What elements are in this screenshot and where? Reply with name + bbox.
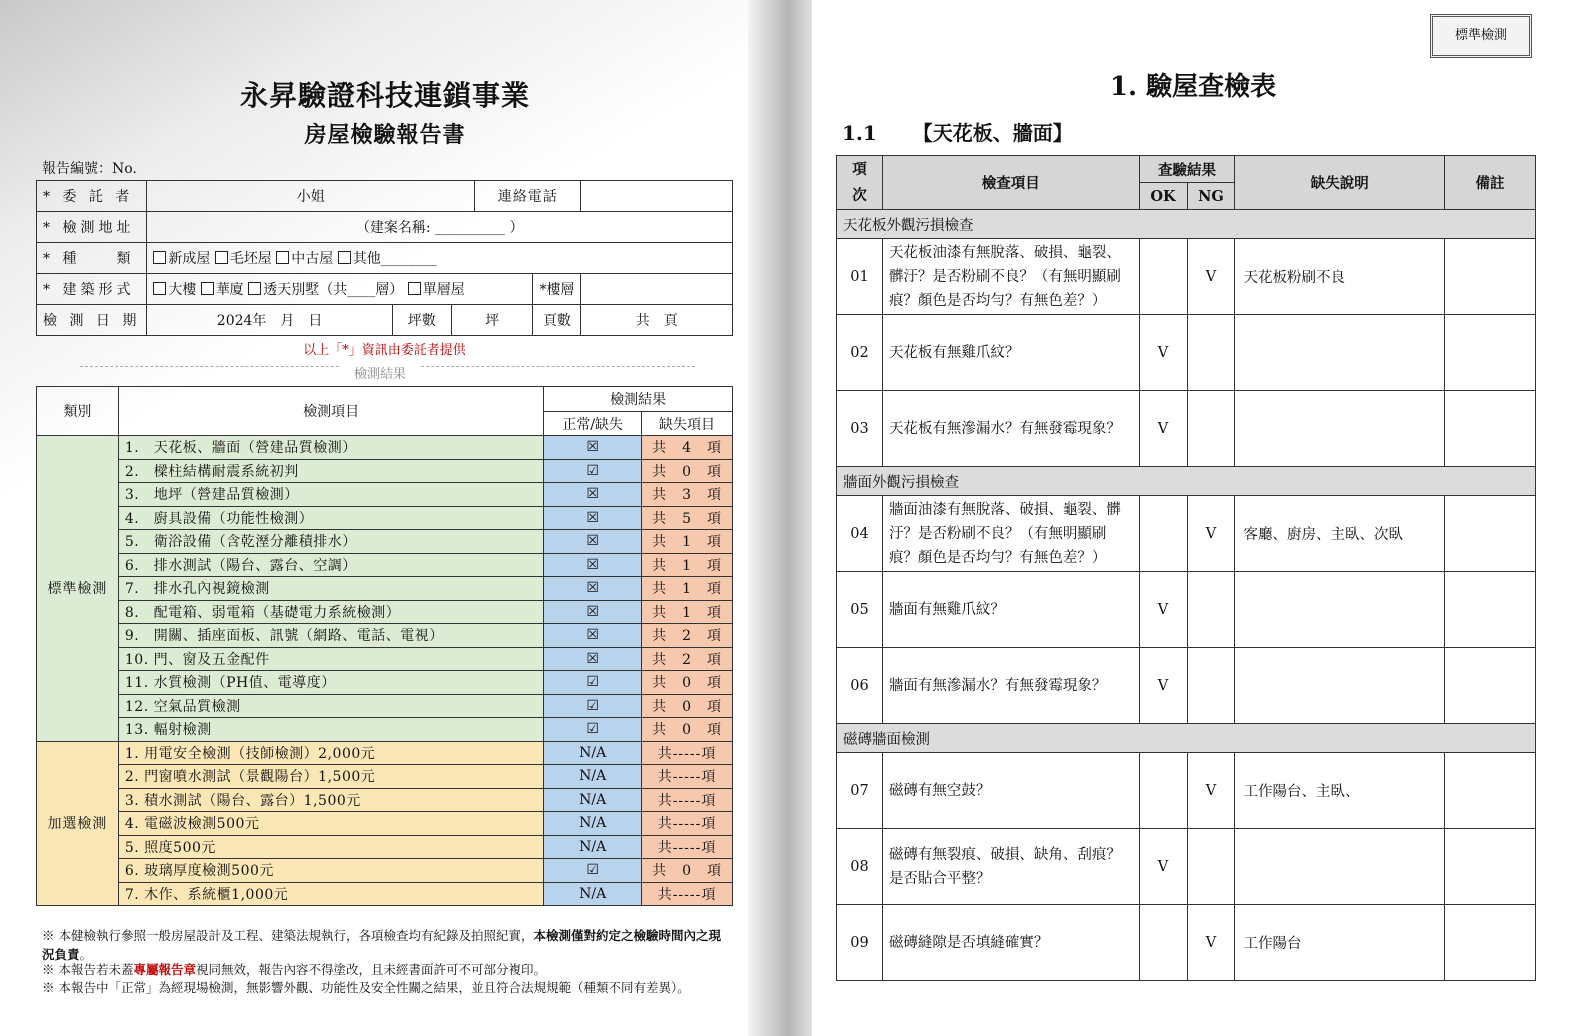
inspection-item: 8. 配電箱、弱電箱（基礎電力系統檢測） xyxy=(118,600,543,624)
address-value: （建案名稱: __________ ） xyxy=(147,212,733,243)
build-option-mansion: 華廈 xyxy=(215,282,244,298)
defect-description xyxy=(1235,829,1445,905)
row-number: 09 xyxy=(837,905,883,981)
type-options xyxy=(147,243,733,274)
checkbox-villa xyxy=(248,282,261,295)
floor-label: *樓層 xyxy=(533,274,581,305)
result-row xyxy=(37,600,733,624)
inspection-item: 1. 用電安全檢測（技師檢測）2,000元 xyxy=(118,741,543,765)
result-row xyxy=(37,483,733,507)
provided-note: 以上「*」資訊由委託者提供 xyxy=(303,343,466,358)
row-number: 06 xyxy=(837,648,883,724)
address-label: * 檢測地址 xyxy=(37,212,147,243)
header-ng: NG xyxy=(1187,183,1235,210)
check-question: 牆面油漆有無脫落、破損、龜裂、髒汙？是否粉刷不良？（有無明顯刷痕？顏色是否均勻？有無色差？） xyxy=(882,496,1139,572)
section-heading xyxy=(842,117,1073,146)
checklist-row xyxy=(837,572,1536,648)
check-question: 磁磚有無裂痕、破損、缺角、刮痕？是否貼合平整？ xyxy=(882,829,1139,905)
inspection-item: 10. 門、窗及五金配件 xyxy=(118,647,543,671)
checklist-row xyxy=(837,315,1536,391)
check-question: 牆面有無雞爪紋？ xyxy=(882,572,1139,648)
checkbox-mansion xyxy=(201,282,214,295)
note-2: ※ 本報告若未蓋專屬報告章視同無效，報告內容不得塗改，且未經書面許可不可部分複印。 xyxy=(42,962,547,977)
inspection-item: 13. 輻射檢測 xyxy=(118,718,543,742)
results-table xyxy=(36,386,733,906)
ping-label: 坪數 xyxy=(392,305,451,336)
type-option-shell: 毛坯屋 xyxy=(229,251,272,267)
checklist-row xyxy=(837,496,1536,572)
inspection-item: 3. 積水測試（陽台、露台）1,500元 xyxy=(118,788,543,812)
header-result: 檢測結果 xyxy=(544,387,733,412)
defect-description xyxy=(1235,572,1445,648)
ng-mark xyxy=(1187,648,1235,724)
defect-count: 共-----項 xyxy=(642,835,733,859)
defect-count: 共 2 項 xyxy=(642,624,733,648)
ng-mark xyxy=(1187,315,1235,391)
checklist-row xyxy=(837,391,1536,467)
category-standard: 標準檢測 xyxy=(37,436,119,742)
status-mark: ☒ xyxy=(544,553,642,577)
header-defects: 缺失項目 xyxy=(642,412,733,436)
status-mark: N/A xyxy=(544,882,642,906)
defect-description: 工作陽台、主臥、 xyxy=(1235,753,1445,829)
checkbox-used xyxy=(276,251,289,264)
result-row xyxy=(37,765,733,789)
client-label: * 委 託 者 xyxy=(37,181,147,212)
defect-count: 共 4 項 xyxy=(642,436,733,460)
inspection-item: 6. 排水測試（陽台、露台、空調） xyxy=(118,553,543,577)
ng-mark: V xyxy=(1187,496,1235,572)
build-options xyxy=(147,274,533,305)
ng-mark xyxy=(1187,829,1235,905)
type-option-new: 新成屋 xyxy=(168,251,211,267)
group-row xyxy=(837,467,1536,496)
ng-mark xyxy=(1187,391,1235,467)
row-number: 02 xyxy=(837,315,883,391)
note-3: ※ 本報告中「正常」為經現場檢測，無影響外觀、功能性及安全性關之結果，並且符合法規規範（種類不同有差異）。 xyxy=(42,980,690,995)
ok-mark: V xyxy=(1139,315,1187,391)
status-mark: ☒ xyxy=(544,483,642,507)
status-mark: ☒ xyxy=(544,624,642,648)
checklist-row xyxy=(837,648,1536,724)
checklist-row xyxy=(837,829,1536,905)
right-page xyxy=(812,0,1574,1036)
defect-description xyxy=(1235,391,1445,467)
remark-cell xyxy=(1445,753,1536,829)
client-info-table xyxy=(36,180,733,336)
inspection-item: 5. 照度500元 xyxy=(118,835,543,859)
header-status: 正常/缺失 xyxy=(544,412,642,436)
status-mark: ☒ xyxy=(544,436,642,460)
defect-count: 共 0 項 xyxy=(642,671,733,695)
inspection-item: 2. 門窗噴水測試（景觀陽台）1,500元 xyxy=(118,765,543,789)
remark-cell xyxy=(1445,239,1536,315)
result-row xyxy=(37,788,733,812)
section-number: 1.1 xyxy=(842,121,877,145)
group-name: 天花板外觀污損檢查 xyxy=(837,210,1536,239)
result-row xyxy=(37,835,733,859)
result-row xyxy=(37,882,733,906)
optional-section xyxy=(37,741,733,906)
status-mark: ☑ xyxy=(544,694,642,718)
status-mark: ☑ xyxy=(544,718,642,742)
ok-mark xyxy=(1139,496,1187,572)
header-category: 類別 xyxy=(37,387,119,436)
ng-mark: V xyxy=(1187,753,1235,829)
ok-mark xyxy=(1139,753,1187,829)
type-option-used: 中古屋 xyxy=(291,251,334,267)
result-row xyxy=(37,812,733,836)
phone-label: 連絡電話 xyxy=(475,181,581,212)
row-number: 03 xyxy=(837,391,883,467)
remark-cell xyxy=(1445,315,1536,391)
remark-cell xyxy=(1445,391,1536,467)
group-row xyxy=(837,724,1536,753)
result-row xyxy=(37,530,733,554)
checkbox-tower xyxy=(153,282,166,295)
inspection-item: 7. 木作、系統櫃1,000元 xyxy=(118,882,543,906)
ok-mark: V xyxy=(1139,829,1187,905)
header-inspection-result: 查驗結果 xyxy=(1139,156,1235,183)
check-question: 天花板油漆有無脫落、破損、龜裂、髒汙？是否粉刷不良？（有無明顯刷痕？顏色是否均勻？有無色差？） xyxy=(882,239,1139,315)
client-value: 小姐 xyxy=(147,181,475,212)
date-value: 2024年 月 日 xyxy=(147,305,393,336)
pages-label: 頁數 xyxy=(533,305,581,336)
check-question: 磁磚縫隙是否填縫確實？ xyxy=(882,905,1139,981)
header-check-item: 檢查項目 xyxy=(882,156,1139,210)
defect-count: 共-----項 xyxy=(642,882,733,906)
defect-count: 共 0 項 xyxy=(642,459,733,483)
defect-count: 共 1 項 xyxy=(642,530,733,554)
checklist-table xyxy=(836,155,1536,981)
ok-mark: V xyxy=(1139,391,1187,467)
result-row xyxy=(37,647,733,671)
build-label: * 建築形式 xyxy=(37,274,147,305)
defect-count: 共 0 項 xyxy=(642,718,733,742)
remark-cell xyxy=(1445,572,1536,648)
defect-description: 天花板粉刷不良 xyxy=(1235,239,1445,315)
date-label: 檢 測 日 期 xyxy=(37,305,147,336)
check-question: 磁磚有無空鼓？ xyxy=(882,753,1139,829)
ok-mark xyxy=(1139,905,1187,981)
result-row xyxy=(37,718,733,742)
defect-count: 共 3 項 xyxy=(642,483,733,507)
result-row xyxy=(37,624,733,648)
checklist-row xyxy=(837,239,1536,315)
result-row xyxy=(37,459,733,483)
type-option-other: 其他________ xyxy=(352,251,437,267)
remark-cell xyxy=(1445,905,1536,981)
result-row xyxy=(37,671,733,695)
remark-cell xyxy=(1445,496,1536,572)
result-row xyxy=(37,577,733,601)
ng-mark: V xyxy=(1187,905,1235,981)
build-option-villa: 透天別墅（共____層） xyxy=(263,282,404,298)
report-number-label: 報告編號：No. xyxy=(42,161,137,177)
pages-value: 共 頁 xyxy=(581,305,733,336)
status-mark: ☒ xyxy=(544,530,642,554)
result-row xyxy=(37,694,733,718)
standard-section xyxy=(37,436,733,742)
checklist-row xyxy=(837,753,1536,829)
defect-count: 共 5 項 xyxy=(642,506,733,530)
defect-count: 共-----項 xyxy=(642,812,733,836)
category-optional: 加選檢測 xyxy=(37,741,119,906)
phone-value xyxy=(581,181,733,212)
result-row xyxy=(37,553,733,577)
status-mark: ☒ xyxy=(544,647,642,671)
ok-mark: V xyxy=(1139,572,1187,648)
defect-description xyxy=(1235,315,1445,391)
result-row xyxy=(37,436,733,460)
inspection-item: 3. 地坪（營建品質檢測） xyxy=(118,483,543,507)
checkbox-shell xyxy=(215,251,228,264)
ng-mark: V xyxy=(1187,239,1235,315)
ok-mark: V xyxy=(1139,648,1187,724)
defect-count: 共 1 項 xyxy=(642,553,733,577)
floor-value xyxy=(581,274,733,305)
section-name: 【天花板、牆面】 xyxy=(912,121,1073,145)
checklist-row xyxy=(837,905,1536,981)
inspection-item: 11. 水質檢測（PH值、電導度） xyxy=(118,671,543,695)
status-mark: ☑ xyxy=(544,671,642,695)
inspection-item: 5. 衛浴設備（含乾溼分離積排水） xyxy=(118,530,543,554)
standard-inspection-badge: 標準檢測 xyxy=(1430,14,1532,58)
ok-mark xyxy=(1139,239,1187,315)
build-option-single: 單層屋 xyxy=(422,282,465,298)
status-mark: N/A xyxy=(544,788,642,812)
header-item: 檢測項目 xyxy=(118,387,543,436)
inspection-item: 1. 天花板、牆面（營建品質檢測） xyxy=(118,436,543,460)
checkbox-other xyxy=(338,251,351,264)
row-number: 07 xyxy=(837,753,883,829)
checkbox-new xyxy=(153,251,166,264)
defect-description: 工作陽台 xyxy=(1235,905,1445,981)
result-row xyxy=(37,741,733,765)
status-mark: ☑ xyxy=(544,459,642,483)
divider-label: 檢測結果 xyxy=(340,363,420,382)
status-mark: ☒ xyxy=(544,600,642,624)
status-mark: N/A xyxy=(544,835,642,859)
report-title: 房屋檢驗報告書 xyxy=(304,122,466,148)
company-title: 永昇驗證科技連鎖事業 xyxy=(239,79,530,112)
result-row xyxy=(37,859,733,883)
inspection-item: 4. 電磁波檢測500元 xyxy=(118,812,543,836)
header-defect-description: 缺失說明 xyxy=(1235,156,1445,210)
checklist-body xyxy=(837,210,1536,981)
status-mark: ☒ xyxy=(544,577,642,601)
ng-mark xyxy=(1187,572,1235,648)
build-option-tower: 大樓 xyxy=(168,282,197,298)
status-mark: ☒ xyxy=(544,506,642,530)
status-mark: ☑ xyxy=(544,859,642,883)
defect-count: 共 2 項 xyxy=(642,647,733,671)
status-mark: N/A xyxy=(544,741,642,765)
defect-count: 共-----項 xyxy=(642,741,733,765)
check-question: 天花板有無雞爪紋？ xyxy=(882,315,1139,391)
header-ok: OK xyxy=(1139,183,1187,210)
row-number: 05 xyxy=(837,572,883,648)
defect-count: 共-----項 xyxy=(642,788,733,812)
check-question: 天花板有無滲漏水？有無發霉現象？ xyxy=(882,391,1139,467)
defect-count: 共 0 項 xyxy=(642,694,733,718)
status-mark: N/A xyxy=(544,812,642,836)
row-number: 04 xyxy=(837,496,883,572)
inspection-item: 9. 開關、插座面板、訊號（網路、電話、電視） xyxy=(118,624,543,648)
check-question: 牆面有無滲漏水？有無發霉現象？ xyxy=(882,648,1139,724)
ping-value: 坪 xyxy=(451,305,533,336)
result-row xyxy=(37,506,733,530)
defect-count: 共 1 項 xyxy=(642,600,733,624)
checkbox-single xyxy=(408,282,421,295)
remark-cell xyxy=(1445,648,1536,724)
header-remark: 備註 xyxy=(1445,156,1536,210)
inspection-item: 7. 排水孔內視鏡檢測 xyxy=(118,577,543,601)
inspection-item: 2. 樑柱結構耐震系統初判 xyxy=(118,459,543,483)
defect-description: 客廳、廚房、主臥、次臥 xyxy=(1235,496,1445,572)
row-number: 01 xyxy=(837,239,883,315)
group-name: 磁磚牆面檢測 xyxy=(837,724,1536,753)
status-mark: N/A xyxy=(544,765,642,789)
defect-count: 共-----項 xyxy=(642,765,733,789)
inspection-item: 12. 空氣品質檢測 xyxy=(118,694,543,718)
group-name: 牆面外觀污損檢查 xyxy=(837,467,1536,496)
defect-count: 共 0 項 xyxy=(642,859,733,883)
remark-cell xyxy=(1445,829,1536,905)
inspection-item: 4. 廚具設備（功能性檢測） xyxy=(118,506,543,530)
left-page xyxy=(0,0,762,1036)
checklist-title: 1. 驗屋查檢表 xyxy=(1109,72,1277,102)
group-row xyxy=(837,210,1536,239)
row-number: 08 xyxy=(837,829,883,905)
defect-count: 共 1 項 xyxy=(642,577,733,601)
inspection-item: 6. 玻璃厚度檢測500元 xyxy=(118,859,543,883)
note-1: ※ 本健檢執行參照一般房屋設計及工程、建築法規執行，各項檢查均有紀錄及拍照紀實，本檢測僅對約定之檢驗時間內之現況負責。 xyxy=(42,928,721,962)
type-label: * 種 類 xyxy=(37,243,147,274)
header-no: 項 次 xyxy=(837,156,883,210)
defect-description xyxy=(1235,648,1445,724)
